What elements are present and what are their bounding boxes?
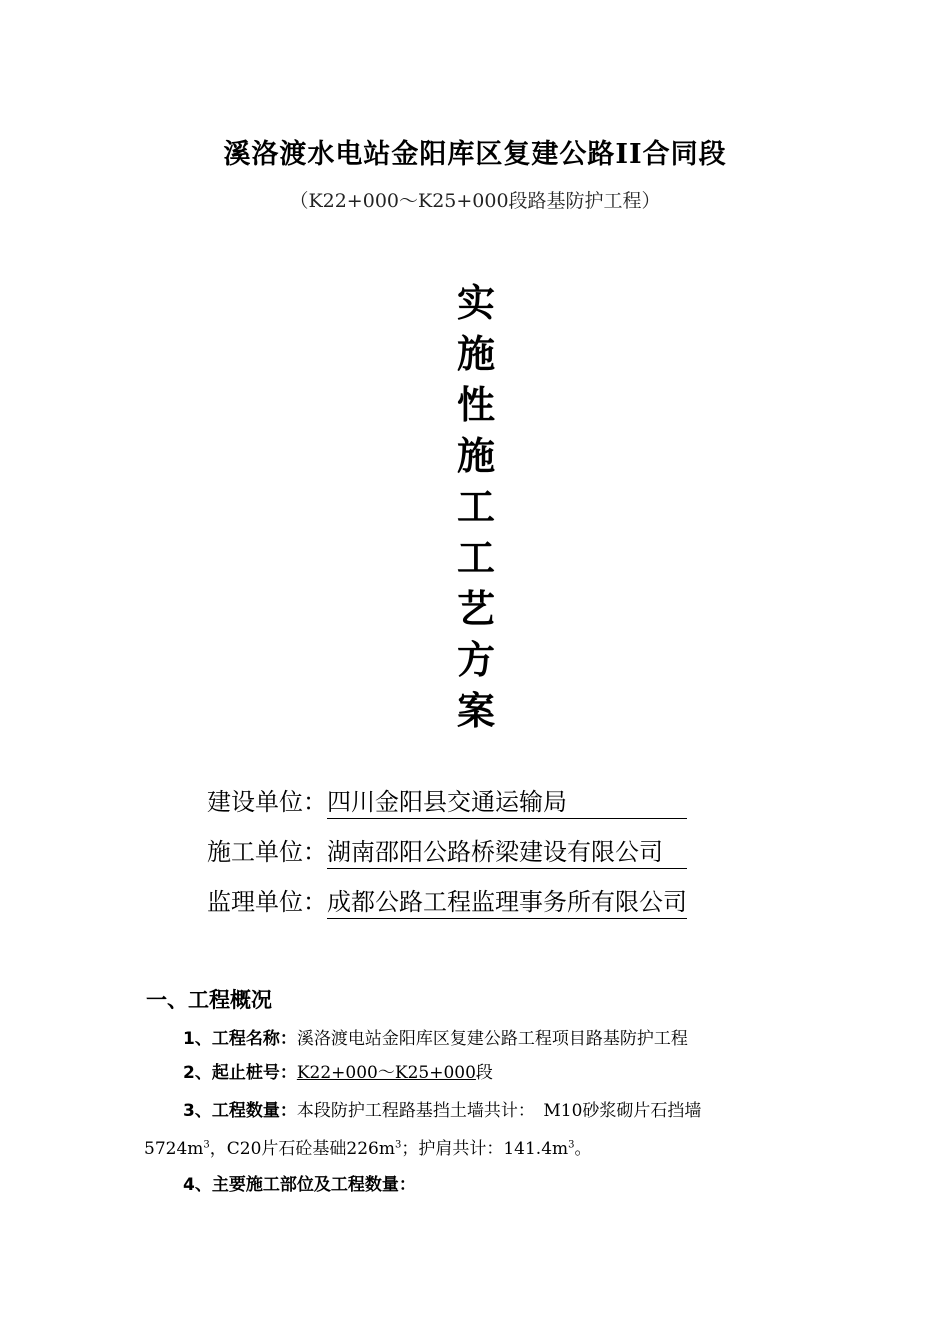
unit-underline-pad [663, 838, 687, 866]
item-label: 1、工程名称： [183, 1029, 297, 1049]
quantity-item-continued [144, 1134, 592, 1159]
unit-label: 建设单位： [207, 788, 327, 816]
unit-value-underlined [327, 782, 687, 819]
unit-value-underlined [327, 882, 687, 919]
vertical-title-char: 方 [456, 638, 495, 682]
vertical-title-char: 施 [456, 434, 495, 478]
main-works-item [183, 1170, 416, 1195]
vertical-title-char: 艺 [456, 587, 495, 631]
vertical-title-char: 工 [456, 485, 495, 529]
item-label: 4、主要施工部位及工程数量： [183, 1175, 416, 1195]
quantity-text: 。 [574, 1139, 592, 1159]
unit-value-underlined [327, 832, 687, 869]
item-value: K22+000～K25+000 [296, 1063, 476, 1083]
item-value: 溪洛渡电站金阳库区复建公路工程项目路基防护工程 [296, 1029, 688, 1049]
vertical-title-char: 性 [456, 383, 495, 427]
item-suffix: 段 [475, 1063, 493, 1083]
quantity-text: 5724m [144, 1139, 204, 1159]
project-name-item [183, 1024, 688, 1049]
item-label: 3、工程数量： [183, 1101, 297, 1121]
document-subtitle: （K22+000～K25+000段路基防护工程） [289, 190, 661, 212]
superscript: 3 [203, 1139, 210, 1151]
construction-owner-line [207, 782, 687, 819]
unit-label: 施工单位： [207, 838, 327, 866]
item-value: 本段防护工程路基挡土墙共计： M10砂浆砌片石挡墙 [296, 1101, 702, 1121]
quantity-item [183, 1096, 701, 1121]
vertical-title-char: 施 [456, 332, 495, 376]
unit-value: 成都公路工程监理事务所有限公司 [327, 888, 687, 916]
unit-value: 湖南邵阳公路桥梁建设有限公司 [327, 838, 663, 866]
contractor-line [207, 832, 687, 869]
unit-value: 四川金阳县交通运输局 [327, 788, 567, 816]
quantity-text: ，C20片石砼基础226m [209, 1139, 395, 1159]
vertical-title-char: 实 [456, 281, 495, 325]
item-label: 2、起止桩号： [183, 1063, 297, 1083]
vertical-plan-title [440, 278, 512, 737]
quantity-text: ；护肩共计：141.4m [401, 1139, 569, 1159]
supervisor-line [207, 882, 687, 919]
unit-underline-pad [567, 788, 687, 816]
unit-label: 监理单位： [207, 888, 327, 916]
vertical-title-char: 案 [456, 689, 495, 733]
superscript: 3 [568, 1139, 575, 1151]
vertical-title-char: 工 [456, 536, 495, 580]
chainage-item [183, 1058, 493, 1083]
superscript: 3 [394, 1139, 402, 1151]
section-heading: 一、工程概况 [146, 988, 272, 1012]
document-title: 溪洛渡水电站金阳库区复建公路II合同段 [223, 139, 727, 170]
